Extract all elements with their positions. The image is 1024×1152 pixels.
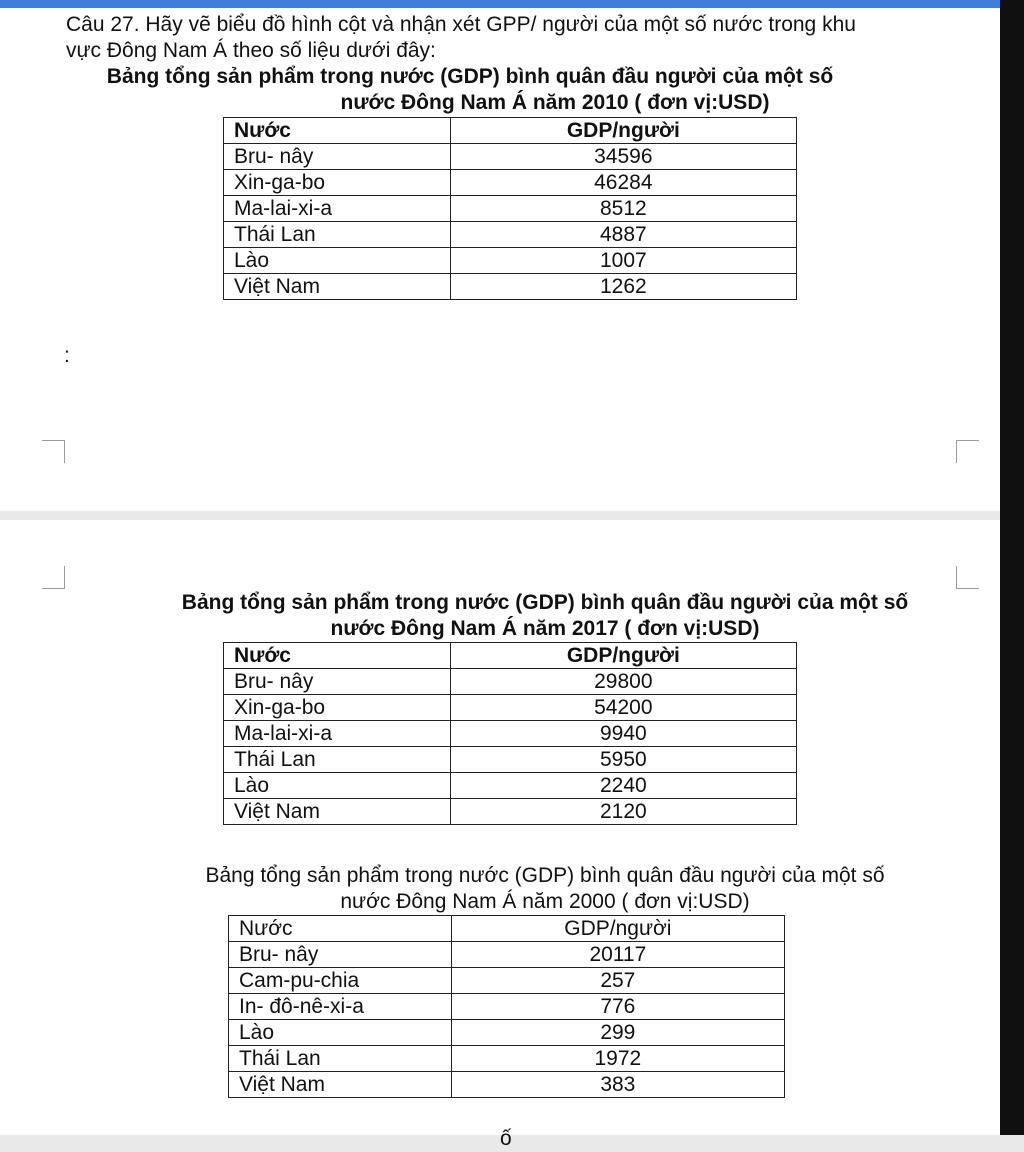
country-cell: Việt Nam (224, 274, 451, 300)
table-row (224, 196, 797, 222)
table-2017-caption-line-2: nước Đông Nam Á năm 2017 ( đơn vị:USD) (330, 617, 760, 640)
margin-corner-marker (956, 566, 979, 589)
document-page-1[interactable] (0, 8, 1000, 511)
table-2000-header-gdp: GDP/người (451, 916, 784, 942)
table-row (224, 695, 797, 721)
table-row (224, 274, 797, 300)
table-2017-caption-line-1: Bảng tổng sản phẩm trong nước (GDP) bình quân đầu người của một số (181, 591, 909, 614)
table-2000-header-row (229, 916, 785, 942)
table-row (229, 994, 785, 1020)
gdp-cell: 46284 (450, 170, 796, 196)
table-2010-header-row (224, 118, 797, 144)
table-row (224, 799, 797, 825)
gdp-cell: 20117 (451, 942, 784, 968)
country-cell: Xin-ga-bo (224, 170, 451, 196)
document-page-2[interactable] (0, 520, 1000, 1150)
country-cell: Bru- nây (224, 669, 451, 695)
country-cell: Việt Nam (224, 799, 451, 825)
screen-right-edge (1000, 0, 1024, 1135)
gdp-cell: 9940 (450, 721, 796, 747)
table-row (229, 968, 785, 994)
table-2017-header-gdp: GDP/người (450, 643, 796, 669)
table-row (224, 721, 797, 747)
country-cell: Việt Nam (229, 1072, 452, 1098)
country-cell: Thái Lan (229, 1046, 452, 1072)
gdp-cell: 4887 (450, 222, 796, 248)
table-2010-caption-line-2: nước Đông Nam Á năm 2010 ( đơn vị:USD) (340, 91, 770, 114)
stray-colon: : (64, 344, 70, 367)
gdp-cell: 299 (451, 1020, 784, 1046)
country-cell: In- đô-nê-xi-a (229, 994, 452, 1020)
table-row (229, 942, 785, 968)
table-row (224, 170, 797, 196)
table-2010-header-gdp: GDP/người (450, 118, 796, 144)
country-cell: Thái Lan (224, 747, 451, 773)
table-2010-caption-line-1: Bảng tổng sản phẩm trong nước (GDP) bình quân đầu người của một số (106, 65, 834, 88)
table-2010-header-country: Nước (224, 118, 451, 144)
table-row (224, 144, 797, 170)
question-text (66, 12, 971, 64)
margin-corner-marker (42, 566, 65, 589)
country-cell: Ma-lai-xi-a (224, 196, 451, 222)
gdp-cell: 1262 (450, 274, 796, 300)
gdp-cell: 8512 (450, 196, 796, 222)
table-2010-caption (60, 64, 880, 116)
gdp-cell: 34596 (450, 144, 796, 170)
margin-corner-marker (42, 440, 65, 463)
cut-off-glyph: ố (500, 1127, 512, 1150)
table-2000 (228, 915, 785, 1098)
table-row (229, 1020, 785, 1046)
table-2000-caption (160, 863, 930, 915)
country-cell: Bru- nây (224, 144, 451, 170)
table-row (229, 1072, 785, 1098)
country-cell: Xin-ga-bo (224, 695, 451, 721)
country-cell: Bru- nây (229, 942, 452, 968)
gdp-cell: 1007 (450, 248, 796, 274)
gdp-cell: 257 (451, 968, 784, 994)
cut-off-text (500, 1126, 530, 1150)
app-top-bar (0, 0, 1000, 8)
margin-corner-marker (956, 440, 979, 463)
table-2017-caption (160, 590, 930, 642)
table-row (229, 1046, 785, 1072)
gdp-cell: 54200 (450, 695, 796, 721)
country-cell: Cam-pu-chia (229, 968, 452, 994)
gdp-cell: 383 (451, 1072, 784, 1098)
gdp-cell: 1972 (451, 1046, 784, 1072)
table-2000-caption-line-1: Bảng tổng sản phẩm trong nước (GDP) bình quân đầu người của một số (205, 864, 885, 887)
gdp-cell: 776 (451, 994, 784, 1020)
table-row (224, 248, 797, 274)
country-cell: Lào (229, 1020, 452, 1046)
country-cell: Ma-lai-xi-a (224, 721, 451, 747)
table-row (224, 747, 797, 773)
gdp-cell: 29800 (450, 669, 796, 695)
gdp-cell: 2240 (450, 773, 796, 799)
table-row (224, 222, 797, 248)
question-line-2: vực Đông Nam Á theo số liệu dưới đây: (66, 39, 436, 62)
question-line-1: Câu 27. Hãy vẽ biểu đồ hình cột và nhận xét GPP/ người của một số nước trong khu (66, 13, 856, 36)
country-cell: Lào (224, 773, 451, 799)
table-2017-header-row (224, 643, 797, 669)
table-2017-header-country: Nước (224, 643, 451, 669)
country-cell: Thái Lan (224, 222, 451, 248)
table-2017 (223, 642, 797, 825)
table-row (224, 669, 797, 695)
table-row (224, 773, 797, 799)
country-cell: Lào (224, 248, 451, 274)
gdp-cell: 2120 (450, 799, 796, 825)
table-2000-caption-line-2: nước Đông Nam Á năm 2000 ( đơn vị:USD) (340, 890, 750, 913)
gdp-cell: 5950 (450, 747, 796, 773)
table-2000-header-country: Nước (229, 916, 452, 942)
table-2010 (223, 117, 797, 300)
